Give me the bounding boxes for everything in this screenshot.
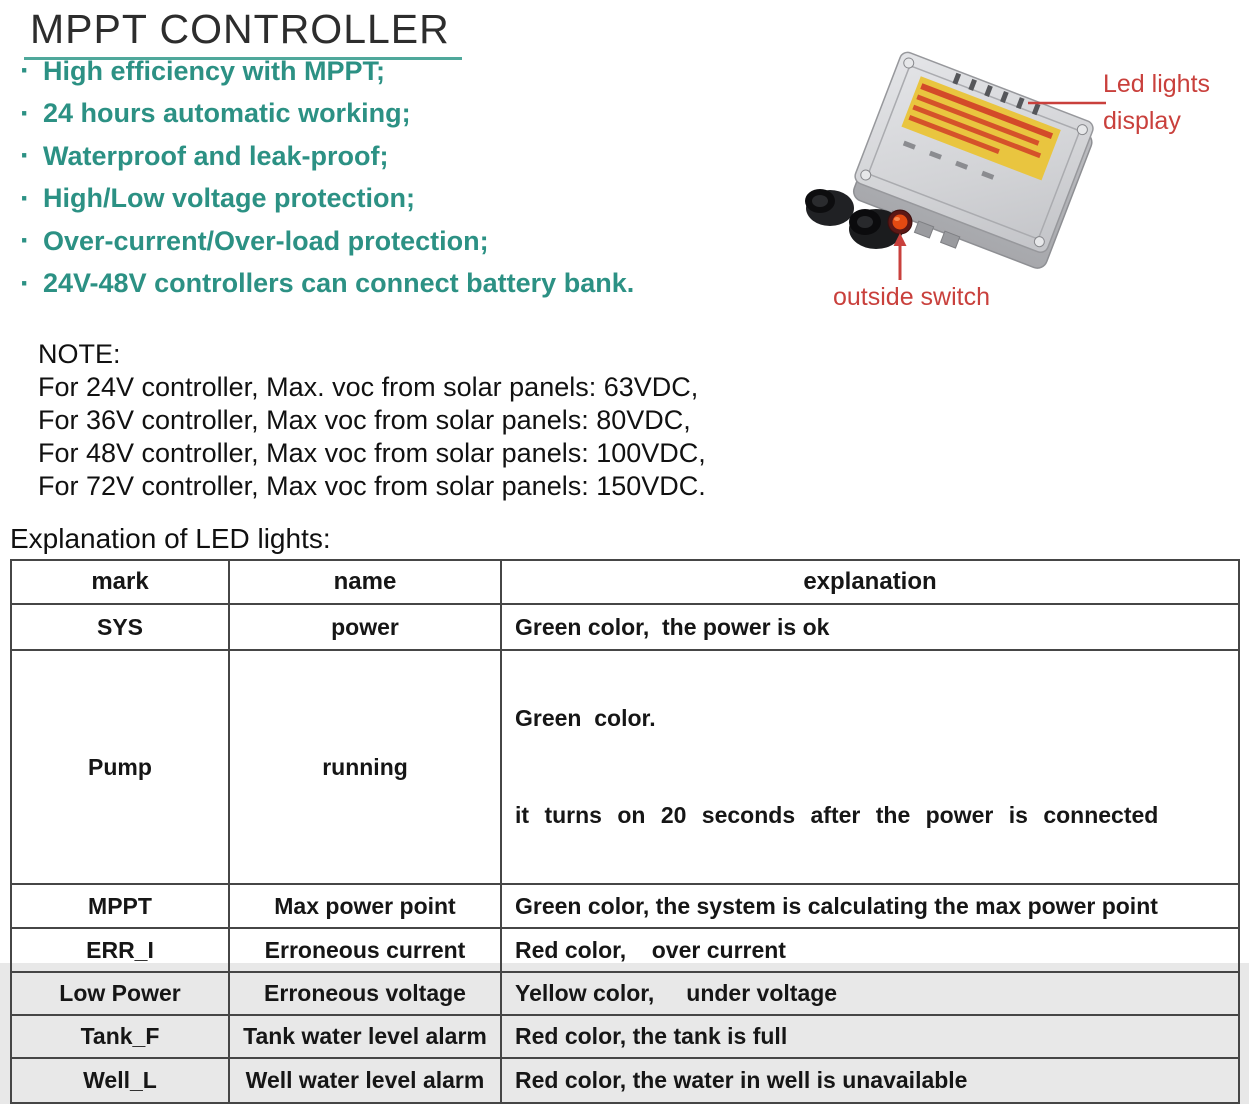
name-cell: Max power point (229, 884, 501, 928)
annotation-outside-switch: outside switch (833, 283, 991, 311)
bullet-dot-icon: · (20, 54, 30, 88)
cable-gland-icon (805, 189, 854, 226)
feature-list (20, 50, 634, 305)
feature-item (20, 178, 634, 221)
note-line: For 24V controller, Max. voc from solar panels: 63VDC, (38, 372, 699, 402)
led-table-heading: Explanation of LED lights: (10, 523, 331, 554)
explanation-cell: Green color, the power is ok (501, 604, 1239, 650)
feature-item (20, 50, 634, 93)
feature-item (20, 263, 634, 306)
explanation-cell: Red color, the water in well is unavailable (501, 1058, 1239, 1103)
explanation-line: Green color. (515, 705, 656, 731)
mark-cell: MPPT (11, 884, 229, 928)
feature-text: High efficiency with MPPT; (43, 55, 386, 86)
bullet-dot-icon: · (20, 139, 30, 173)
name-cell: Erroneous voltage (229, 972, 501, 1015)
table-row (11, 650, 1239, 884)
mark-cell: ERR_I (11, 928, 229, 972)
explanation-cell: Red color, over current (501, 928, 1239, 972)
explanation-line: it turns on 20 seconds after the power is connected (515, 802, 1159, 828)
controller-photo (778, 30, 1112, 298)
name-cell: power (229, 604, 501, 650)
annotation-led-lights: Led lights (1103, 70, 1211, 98)
explanation-cell: Yellow color, under voltage (501, 972, 1239, 1015)
feature-text: High/Low voltage protection; (43, 183, 415, 214)
table-header-row (11, 560, 1239, 604)
bullet-dot-icon: · (20, 181, 30, 215)
name-cell: Tank water level alarm (229, 1015, 501, 1058)
table-row (11, 928, 1239, 972)
page-title: MPPT CONTROLLER (30, 6, 450, 52)
mark-cell: Tank_F (11, 1015, 229, 1058)
feature-item (20, 220, 634, 263)
feature-item (20, 135, 634, 178)
annotation-led-display: display (1103, 107, 1181, 135)
bullet-dot-icon: · (20, 96, 30, 130)
led-explanation-table (10, 559, 1240, 1104)
power-switch-icon (888, 210, 912, 234)
mark-cell: Pump (11, 650, 229, 884)
note-heading: NOTE: (38, 339, 121, 369)
feature-text: 24V-48V controllers can connect battery bank. (43, 268, 635, 299)
table-row (11, 1058, 1239, 1103)
table-row (11, 1015, 1239, 1058)
table-row (11, 884, 1239, 928)
note-block (38, 338, 706, 503)
note-line: For 36V controller, Max voc from solar panels: 80VDC, (38, 405, 691, 435)
feature-text: Waterproof and leak-proof; (43, 140, 389, 171)
mark-cell: SYS (11, 604, 229, 650)
mark-cell: Well_L (11, 1058, 229, 1103)
name-cell: Well water level alarm (229, 1058, 501, 1103)
column-header-name: name (229, 560, 501, 604)
name-cell: Erroneous current (229, 928, 501, 972)
explanation-cell: Green color, the system is calculating the max power point (501, 884, 1239, 928)
bullet-dot-icon: · (20, 266, 30, 300)
table-row (11, 604, 1239, 650)
bullet-dot-icon: · (20, 224, 30, 258)
explanation-cell (501, 650, 1239, 884)
feature-text: Over-current/Over-load protection; (43, 225, 489, 256)
column-header-mark: mark (11, 560, 229, 604)
feature-item (20, 93, 634, 136)
table-row (11, 972, 1239, 1015)
note-line: For 72V controller, Max voc from solar panels: 150VDC. (38, 471, 706, 501)
mark-cell: Low Power (11, 972, 229, 1015)
column-header-explanation: explanation (501, 560, 1239, 604)
name-cell: running (229, 650, 501, 884)
feature-text: 24 hours automatic working; (43, 98, 411, 129)
note-line: For 48V controller, Max voc from solar panels: 100VDC, (38, 438, 706, 468)
explanation-cell: Red color, the tank is full (501, 1015, 1239, 1058)
